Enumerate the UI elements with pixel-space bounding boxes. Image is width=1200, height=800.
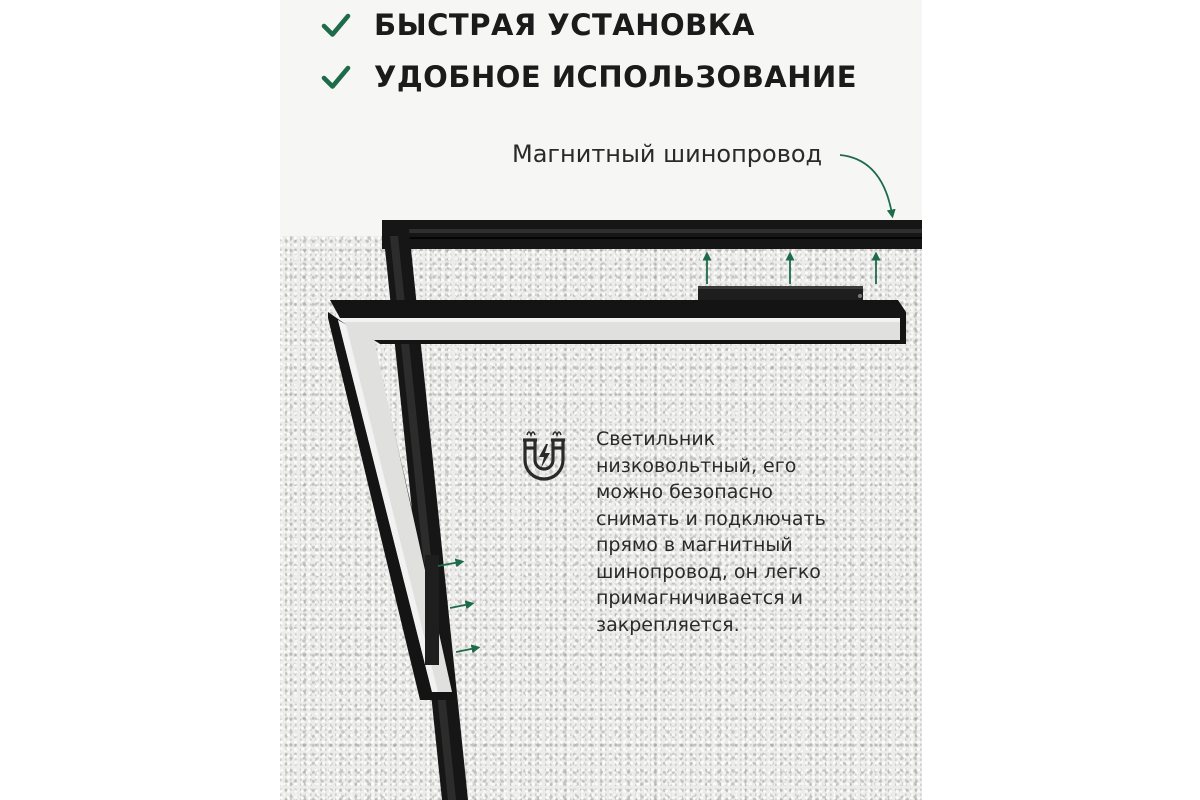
product-illustration	[280, 0, 922, 800]
lamp-connector	[698, 288, 863, 300]
description-line: прямо в магнитный	[596, 534, 793, 556]
magnet-icon	[517, 426, 571, 488]
description-line: можно безопасно	[596, 481, 773, 503]
ceiling-track	[382, 220, 922, 249]
description-line: примагничивается и	[596, 587, 803, 609]
attach-arrows-top	[707, 256, 876, 284]
callout-arrow-icon	[840, 155, 892, 214]
description-line: снимать и подключать	[596, 507, 826, 530]
headline-fast-install: БЫСТРАЯ УСТАНОВКА	[374, 8, 755, 42]
description-text	[596, 426, 906, 638]
arrow-icon	[450, 604, 470, 608]
description-line: закрепляется.	[596, 613, 740, 636]
description-line: низковольтный, его	[596, 454, 797, 477]
track-callout-label: Магнитный шинопровод	[512, 140, 823, 168]
promo-canvas	[280, 0, 922, 800]
description-line: Светильник	[596, 428, 716, 450]
headline-easy-use: УДОБНОЕ ИСПОЛЬЗОВАНИЕ	[374, 60, 858, 94]
arrow-icon	[456, 648, 476, 652]
description-line: шинопровод, он легко	[596, 560, 821, 583]
